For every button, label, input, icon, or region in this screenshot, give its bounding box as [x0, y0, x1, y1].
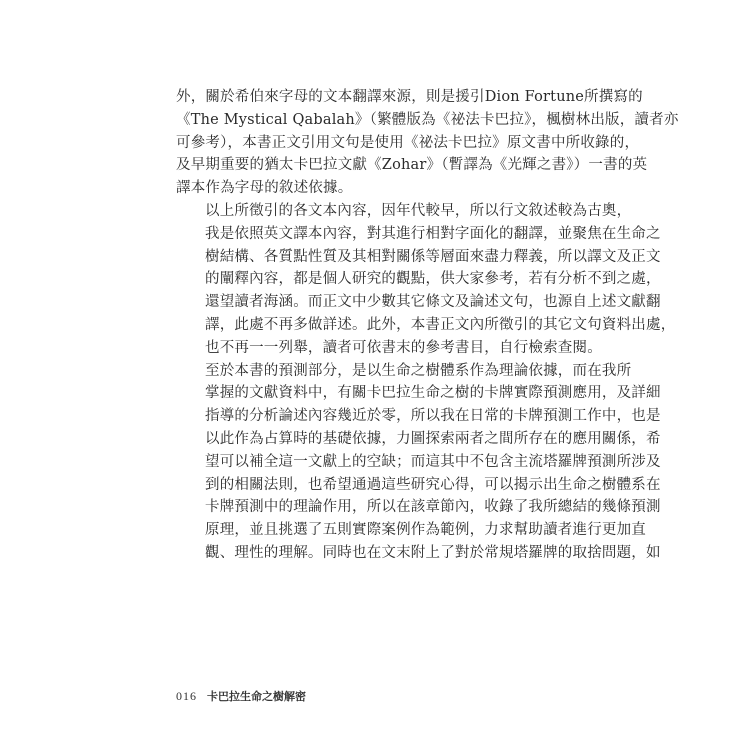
text-line: 譯，此處不再多做詳述。此外，本書正文內所徵引的其它文句資料出處，	[205, 316, 676, 333]
paragraph	[176, 200, 676, 360]
running-title: 卡巴拉生命之樹解密	[207, 690, 306, 703]
text-line: 《The Mystical Qabalah》（繁體版為《祕法卡巴拉》，楓樹林出版，讀者亦	[176, 111, 679, 128]
text-line: 以此作為占算時的基礎依據，力圖探索兩者之間所存在的應用關係，希	[205, 430, 661, 447]
text-line: 觀、理性的理解。同時也在文末附上了對於常規塔羅牌的取捨問題，如	[205, 544, 661, 561]
page-footer	[176, 688, 306, 704]
text-line: 原理，並且挑選了五則實際案例作為範例，力求幫助讀者進行更加直	[205, 522, 646, 539]
text-line: 望可以補全這一文獻上的空缺；而這其中不包含主流塔羅牌預測所涉及	[205, 453, 661, 470]
text-line: 我是依照英文譯本內容，對其進行相對字面化的翻譯，並聚焦在生命之	[205, 225, 661, 242]
text-line: 還望讀者海涵。而正文中少數其它條文及論述文句，也源自上述文獻翻	[205, 294, 661, 311]
text-line: 可參考），本書正文引用文句是使用《祕法卡巴拉》原文書中所收錄的，	[176, 134, 640, 151]
text-line: 卡牌預測中的理論作用，所以在該章節內，收錄了我所總結的幾條預測	[205, 499, 661, 516]
text-line: 也不再一一列舉，讀者可依書末的參考書目，自行檢索查閱。	[205, 339, 602, 356]
text-line: 的闡釋內容，都是個人研究的觀點，供大家參考，若有分析不到之處，	[205, 271, 661, 288]
text-line: 掌握的文獻資料中，有關卡巴拉生命之樹的卡牌實際預測應用，及詳細	[205, 385, 661, 402]
text-line: 指導的分析論述內容幾近於零，所以我在日常的卡牌預測工作中，也是	[205, 408, 661, 425]
text-line: 及早期重要的猶太卡巴拉文獻《Zohar》（暫譯為《光輝之書》）一書的英	[176, 157, 648, 174]
text-line: 到的相關法則，也希望通過這些研究心得，可以揭示出生命之樹體系在	[205, 476, 661, 493]
text-line: 外，關於希伯來字母的文本翻譯來源，則是援引Dion Fortune所撰寫的	[176, 89, 643, 105]
text-line: 譯本作為字母的敘述依據。	[176, 180, 353, 197]
text-line: 至於本書的預測部分，是以生命之樹體系作為理論依據，而在我所	[205, 362, 632, 379]
text-line: 樹結構、各質點性質及其相對關係等層面來盡力釋義，所以譯文及正文	[205, 248, 661, 265]
body-text	[176, 86, 679, 565]
paragraph	[176, 86, 679, 200]
text-line: 以上所徵引的各文本內容，因年代較早，所以行文敘述較為古奧，	[205, 202, 632, 219]
page-number: 016	[176, 689, 197, 703]
paragraph	[176, 360, 661, 565]
